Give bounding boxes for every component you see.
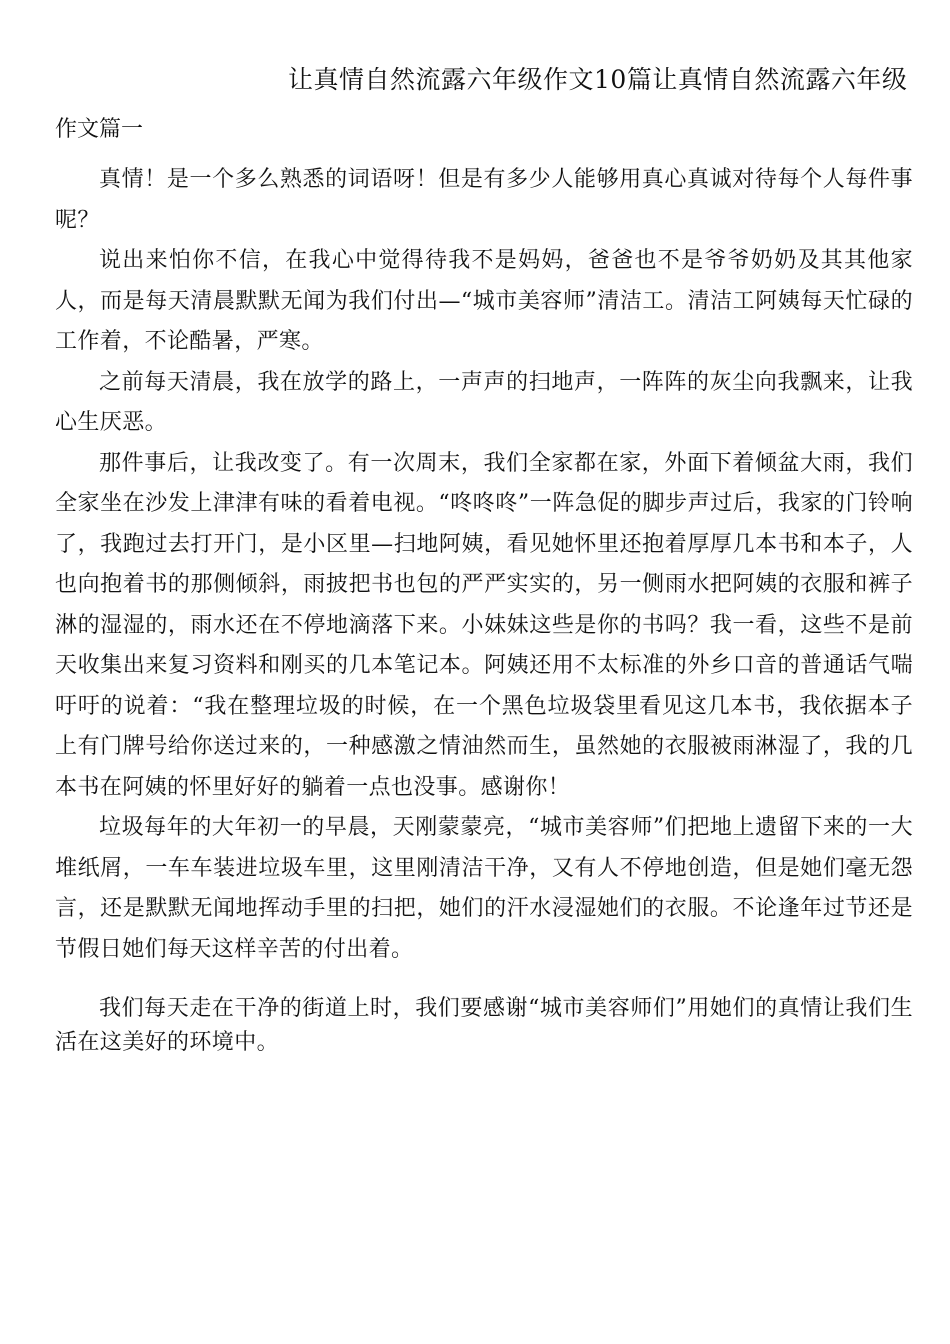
- paragraph-2: 说出来怕你不信，在我心中觉得待我不是妈妈，爸爸也不是爷爷奶奶及其其他家人，而是每天清晨默默无闻为我们付出—“城市美容师”清洁工。清洁工阿姨每天忙碌的工作着，不论酷暑，严寒。: [55, 248, 913, 354]
- paragraph-4: 那件事后，让我改变了。有一次周末，我们全家都在家，外面下着倾盆大雨，我们全家坐在沙发上津津有味的看着电视。“咚咚咚”一阵急促的脚步声过后，我家的门铃响了，我跑过去打开门，是小区里—扫地阿姨，看见她怀里还抱着厚厚几本书和本子，人也向抱着书的那侧倾斜，雨披把书也包的严严实实的，另一侧雨水把阿姨的衣服和裤子淋的湿湿的，雨水还在不停地滴落下来。小妹妹这些是你的书吗？我一看，这些不是前天收集出来复习资料和刚买的几本笔记本。阿姨还用不太标准的外乡口音的普通话气喘吁吁的说着：“我在整理垃圾的时候，在一个黑色垃圾袋里看见这几本书，我依据本子上有门牌号给你送过来的，一种感激之情油然而生，虽然她的衣服被雨淋湿了，我的几本书在阿姨的怀里好好的躺着一点也没事。感谢你！: [55, 450, 913, 800]
- document-body: [55, 160, 913, 1060]
- paragraph-1: 真情！是一个多么熟悉的词语呀！但是有多少人能够用真心真诚对待每个人每件事呢？: [55, 167, 913, 233]
- document-title: 让真情自然流露六年级作文10篇让真情自然流露六年级: [288, 65, 908, 94]
- paragraph-5: 垃圾每年的大年初一的早晨，天刚蒙蒙亮，“城市美容师”们把地上遗留下来的一大堆纸屑，一车车装进垃圾车里，这里刚清洁干净，又有人不停地创造，但是她们毫无怨言，还是默默无闻地挥动手里的扫把，她们的汗水浸湿她们的衣服。不论逢年过节还是节假日她们每天这样辛苦的付出着。: [55, 815, 913, 962]
- paragraph-3: 之前每天清晨，我在放学的路上，一声声的扫地声，一阵阵的灰尘向我飘来，让我心生厌恶。: [55, 369, 913, 435]
- document-subtitle: 作文篇一: [55, 117, 144, 142]
- paragraph-6: 我们每天走在干净的街道上时，我们要感谢“城市美容师们”用她们的真情让我们生活在这美好的环境中。: [55, 996, 913, 1055]
